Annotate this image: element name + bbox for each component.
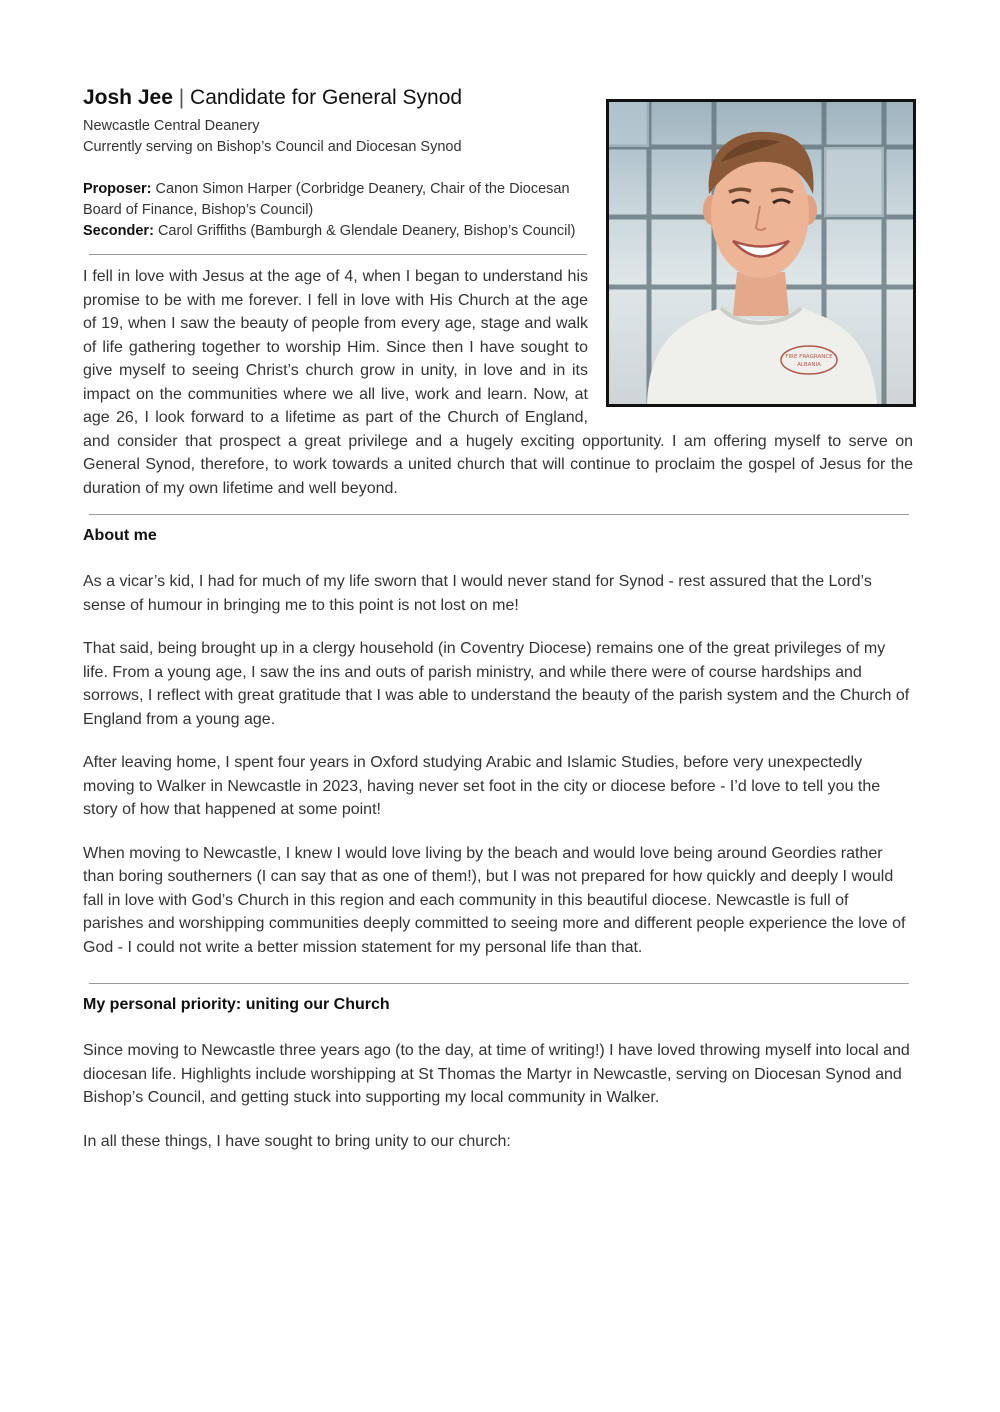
divider xyxy=(89,983,909,984)
candidate-portrait-illustration xyxy=(609,102,913,404)
seconder-value: Carol Griffiths (Bamburgh & Glendale Deanery, Bishop’s Council) xyxy=(157,223,576,239)
seconder xyxy=(83,221,593,242)
title-separator: | xyxy=(178,86,185,109)
shirt-logo-line2: ALBANIA xyxy=(797,362,821,368)
candidate-role: Candidate for General Synod xyxy=(190,86,463,109)
current-service: Currently serving on Bishop’s Council and Diocesan Synod xyxy=(83,139,462,155)
seconder-label: Seconder: xyxy=(83,223,154,239)
shirt-logo-line1: FIRE FRAGRANCE xyxy=(785,354,833,360)
about-paragraph: After leaving home, I spent four years in Oxford studying Arabic and Islamic Studies, before very unexpectedly moving to Walker in Newcastle in 2023, having never set foot in the city or diocese before - I’d love to tell you the story of how that happened at some point! xyxy=(83,754,881,818)
candidate-name: Josh Jee xyxy=(83,86,173,109)
priority-paragraph: In all these things, I have sought to bring unity to our church: xyxy=(83,1132,511,1150)
deanery: Newcastle Central Deanery xyxy=(83,118,260,134)
proposer-value: Canon Simon Harper (Corbridge Deanery, Chair of the Diocesan Board of Finance, Bishop’s Council) xyxy=(83,181,570,218)
about-paragraph: As a vicar’s kid, I had for much of my life sworn that I would never stand for Synod - rest assured that the Lord’s sense of humour in bringing me to this point is not lost on me! xyxy=(83,573,872,614)
proposer-label: Proposer: xyxy=(83,181,152,197)
about-paragraph: That said, being brought up in a clergy household (in Coventry Diocese) remains one of the great privileges of my life. From a young age, I saw the ins and outs of parish ministry, and while there were of course hardships and sorrows, I reflect with great gratitude that I was able to understand the beauty of the parish system and the Church of England from a young age. xyxy=(83,640,910,728)
divider xyxy=(89,254,587,255)
about-paragraph: When moving to Newcastle, I knew I would love living by the beach and would love being around Geordies rather than boring southerners (I can say that as one of them!), but I was not prepared for how quickly and deeply I would fall in love with God’s Church in this region and each community in this beautiful diocese. Newcastle is full of parishes and worshipping communities deeply committed to seeing more and different people experience the love of God - I could not write a better mission statement for my personal life than that. xyxy=(83,844,906,956)
priority-heading: My personal priority: uniting our Church xyxy=(83,996,390,1013)
document-body xyxy=(83,84,913,1173)
priority-paragraph: Since moving to Newcastle three years ago (to the day, at time of writing!) I have loved throwing myself into local and diocesan life. Highlights include worshipping at St Thomas the Martyr in Newcastle, serving on Diocesan Synod and Bishop’s Council, and getting stuck into supporting my local community in Walker. xyxy=(83,1042,910,1106)
proposer xyxy=(83,179,593,221)
candidate-photo xyxy=(606,99,916,407)
divider xyxy=(89,514,909,515)
intro-statement: I fell in love with Jesus at the age of 4, when I began to understand his promise to be with me forever. I fell in love with His Church at the age of 19, when I saw the beauty of people from every age, stage and walk of life gathering together to worship Him. Since then I have sought to give myself to seeing Christ’s church grow in unity, in love and in its impact on the communities where we all live, work and learn. Now, at age 26, I look forward to a lifetime as part of the Church of England, and consider that prospect a great privilege and a hugely exciting opportunity. I am offering myself to serve on General Synod, therefore, to work towards a united church that will continue to proclaim the gospel of Jesus for the duration of my own lifetime and well beyond. xyxy=(83,268,913,497)
about-heading: About me xyxy=(83,527,157,544)
